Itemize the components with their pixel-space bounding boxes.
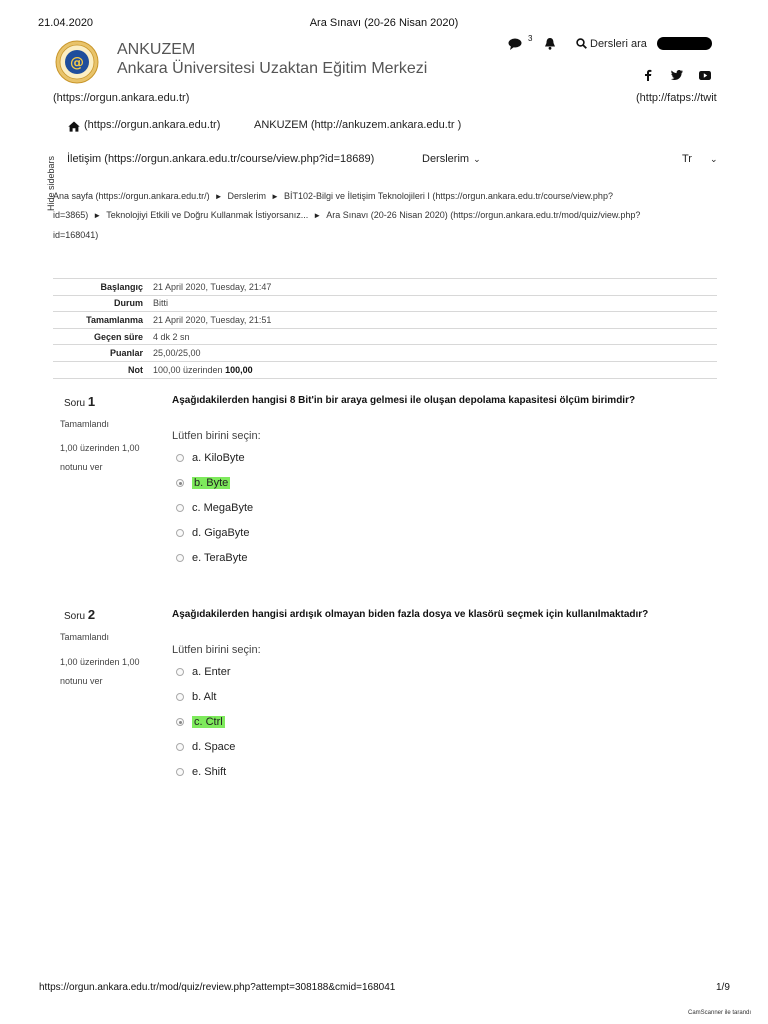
derslerim-label: Derslerim [422,153,470,165]
question-2-options [176,665,235,790]
question-label: Soru [64,398,86,409]
chevron-down-icon: ⌄ [473,154,481,164]
summary-key: Geçen süre [93,331,143,342]
question-2-status: Tamamlandı [60,632,110,642]
breadcrumb-derslerim-link[interactable]: Derslerim [227,191,267,201]
summary-row-time-taken [53,328,717,345]
radio-button[interactable] [176,693,184,701]
site-url-text[interactable]: (https://orgun.ankara.edu.tr) [53,92,190,104]
option-label: b. Alt [192,691,217,703]
summary-key: Not [128,364,143,375]
option-label: e. Shift [192,766,227,778]
breadcrumb-course-link[interactable]: BİT102-Bilgi ve İletişim Teknolojileri I (https://orgun.ankara.edu.tr/course/view.php? [283,191,613,201]
question-1-text: Aşağıdakilerden hangisi 8 Bit'in bir araya gelmesi ile oluşan depolama kapasitesi ölçüm birimdir? [172,395,636,406]
option-label-correct: c. Ctrl [194,716,223,728]
answer-option-selected[interactable] [176,715,235,729]
answer-option[interactable] [176,740,235,754]
option-label: d. GigaByte [192,527,250,539]
radio-button[interactable] [176,554,184,562]
question-2-text: Aşağıdakilerden hangisi ardışık olmayan biden fazla dosya ve klasörü seçmek için kullanılmaktadır? [172,609,649,620]
summary-value: 25,00/25,00 [153,348,201,359]
question-number: 1 [87,394,96,409]
language-label: Tr [682,153,692,165]
bell-icon[interactable] [544,37,556,50]
option-label: e. TeraByte [192,552,248,564]
breadcrumb-quiz-link[interactable]: Ara Sınavı (20-26 Nisan 2020) (https://orgun.ankara.edu.tr/mod/quiz/view.php? [326,210,641,220]
notification-count-badge: 3 [528,34,533,43]
question-label: Soru [64,611,86,622]
summary-key: Tamamlanma [86,314,143,325]
breadcrumb-course-link-cont[interactable]: id=3865) [53,210,89,220]
ankuzem-logo-icon[interactable] [55,40,99,84]
question-1-status: Tamamlandı [60,419,110,429]
question-1-mark-note: notunu ver [60,462,103,472]
search-courses-link[interactable]: Dersleri ara [590,38,647,50]
option-label: c. MegaByte [192,502,254,514]
summary-value: 21 April 2020, Tuesday, 21:47 [153,281,272,292]
radio-button[interactable] [176,504,184,512]
answer-option[interactable] [176,690,235,704]
social-urls-text[interactable]: (http://fatps://twit [636,92,717,104]
radio-button[interactable] [176,743,184,751]
grade-prefix: 100,00 üzerinden [153,364,226,375]
home-link[interactable]: (https://orgun.ankara.edu.tr) [84,119,221,131]
twitter-icon[interactable] [671,70,683,80]
radio-button[interactable] [176,668,184,676]
ankuzem-link[interactable]: ANKUZEM (http://ankuzem.ankara.edu.tr ) [254,119,462,131]
youtube-icon[interactable] [699,71,711,80]
chevron-down-icon: ⌄ [709,154,718,164]
attempt-summary-table [53,278,717,379]
question-1-options [176,451,253,576]
question-1-prompt: Lütfen birini seçin: [172,430,261,442]
scanner-watermark: CamScanner ile tarandı [688,1010,752,1016]
breadcrumb-quiz-link-cont[interactable]: id=168041) [53,230,99,240]
brand-name: ANKUZEM [117,41,196,58]
summary-value: 21 April 2020, Tuesday, 21:51 [153,314,272,325]
chat-icon[interactable] [508,38,522,50]
radio-button[interactable] [176,768,184,776]
summary-row-start [53,278,717,295]
home-icon[interactable] [68,121,80,132]
breadcrumb-home-link[interactable]: Ana sayfa (https://orgun.ankara.edu.tr/) [53,191,210,201]
option-label-correct: b. Byte [194,477,229,489]
breadcrumb [53,191,613,201]
answer-option-selected[interactable] [176,476,253,490]
radio-button[interactable] [176,454,184,462]
breadcrumb-line-2 [53,210,640,220]
facebook-icon[interactable] [644,69,652,81]
option-label: a. Enter [192,666,231,678]
summary-row-marks [53,344,717,361]
question-2-prompt: Lütfen birini seçin: [172,644,261,656]
answer-option[interactable] [176,665,235,679]
answer-option[interactable] [176,526,253,540]
breadcrumb-arrow-icon: ► [214,192,223,201]
svg-text:@: @ [70,55,84,71]
summary-key: Başlangıç [100,281,143,292]
summary-value: Bitti [153,298,169,309]
question-number: 2 [87,607,96,622]
answer-option[interactable] [176,451,253,465]
summary-key: Puanlar [109,348,143,359]
breadcrumb-arrow-icon: ► [93,211,102,220]
summary-row-grade [53,361,717,379]
question-2-mark: 1,00 üzerinden 1,00 [60,657,140,667]
summary-value: 4 dk 2 sn [153,331,190,342]
answer-option[interactable] [176,765,235,779]
derslerim-menu[interactable] [422,153,481,165]
radio-button[interactable] [176,529,184,537]
option-label: a. KiloByte [192,452,245,464]
answer-option[interactable] [176,551,253,565]
question-1-mark: 1,00 üzerinden 1,00 [60,443,140,453]
print-date: 21.04.2020 [38,17,94,29]
breadcrumb-section-link[interactable]: Teknolojiyi Etkili ve Doğru Kullanmak İstiyorsanız... [106,210,309,220]
breadcrumb-arrow-icon: ► [313,211,322,220]
print-page-number: 1/9 [716,982,730,993]
radio-button-selected[interactable] [176,479,184,487]
summary-row-completed [53,311,717,328]
summary-key: Durum [114,298,143,309]
option-label: d. Space [192,741,236,753]
language-menu[interactable] [682,153,718,165]
question-1-number [64,394,95,409]
grade-value: 100,00 [225,364,253,375]
search-icon[interactable] [576,38,587,49]
summary-value [151,365,253,375]
iletisim-link[interactable]: İletişim (https://orgun.ankara.edu.tr/course/view.php?id=18689) [67,153,375,165]
user-menu-redacted[interactable] [657,37,712,50]
hide-sidebars-toggle[interactable]: Hide sidebars [46,155,56,211]
summary-row-state [53,295,717,312]
breadcrumb-arrow-icon: ► [271,192,279,201]
answer-option[interactable] [176,501,253,515]
brand-full-name: Ankara Üniversitesi Uzaktan Eğitim Merkezi [117,60,428,77]
question-2-number [64,607,95,622]
print-title: Ara Sınavı (20-26 Nisan 2020) [309,17,459,29]
question-2-mark-note: notunu ver [60,676,103,686]
print-footer-url: https://orgun.ankara.edu.tr/mod/quiz/review.php?attempt=308188&cmid=168041 [39,982,396,993]
breadcrumb-line-3 [53,230,98,240]
radio-button-selected[interactable] [176,718,184,726]
